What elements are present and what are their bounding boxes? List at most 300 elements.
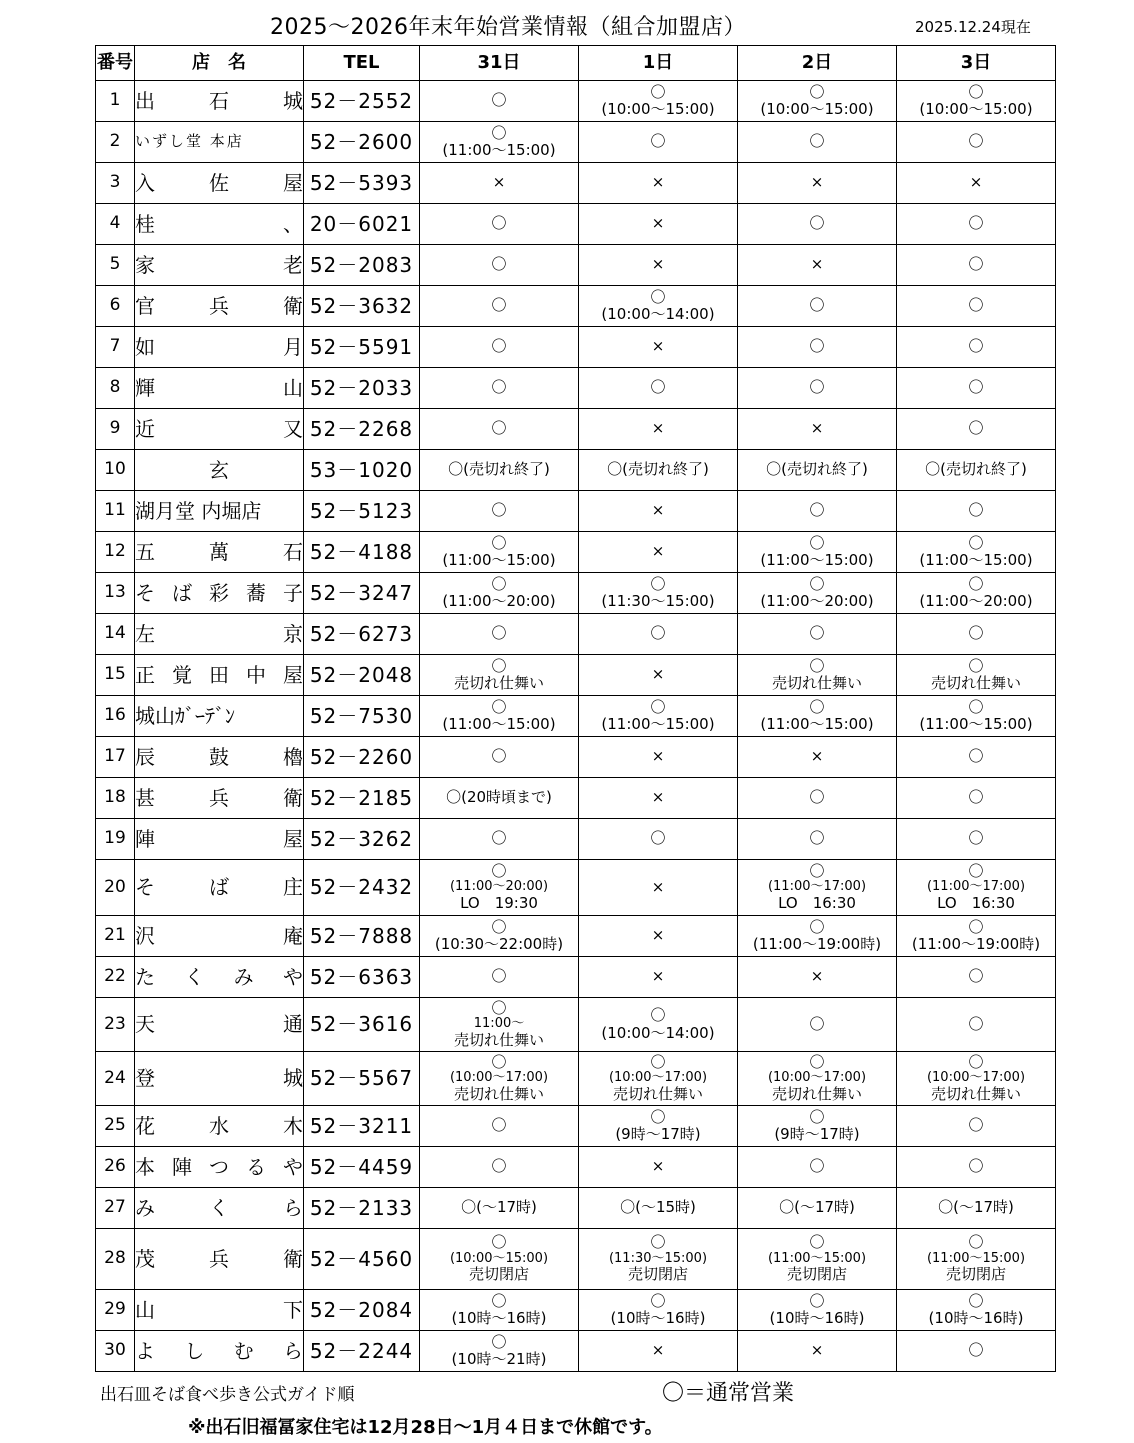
status-detail: (11:00～20:00) [919, 592, 1033, 610]
status-mark: × [492, 173, 506, 192]
status-mark: 〇 [809, 1052, 825, 1071]
status-detail: (10:00～15:00) [919, 100, 1033, 118]
status-day-3 [897, 1331, 1056, 1372]
phone-number: 52－5123 [304, 491, 420, 532]
shop-name-part: 鼓 [209, 744, 229, 769]
status-day-31 [420, 122, 579, 163]
header-day-31: 31日 [420, 46, 579, 81]
status-mark: × [810, 1341, 824, 1360]
status-day-31 [420, 778, 579, 819]
status-mark: 〇 [968, 337, 984, 356]
status-detail: (10:00～14:00) [601, 305, 715, 323]
status-mark: × [651, 542, 665, 561]
shop-name-part: 兵 [209, 785, 229, 810]
status-detail: (11:00～15:00) [767, 1250, 867, 1266]
shop-name [135, 1106, 304, 1147]
shop-name [135, 81, 304, 122]
status-mark: 〇 [809, 861, 825, 880]
status-detail: 売切閉店 [468, 1265, 529, 1284]
legend: 〇＝通常営業 [662, 1381, 795, 1406]
table-row [96, 614, 1056, 655]
status-mark: 〇 [809, 917, 825, 936]
phone-number: 52－3262 [304, 819, 420, 860]
status-mark: 〇 [809, 697, 825, 716]
shop-name-part: 陣 [172, 1154, 192, 1179]
status-day-2 [738, 737, 897, 778]
shop-name-part: ら [283, 1195, 303, 1220]
phone-number: 52－2084 [304, 1290, 420, 1331]
shop-name-part: 田 [209, 662, 229, 687]
phone-number: 52－2260 [304, 737, 420, 778]
shop-name-part: 石 [209, 88, 229, 113]
status-day-1 [579, 1052, 738, 1106]
status-mark: 〇 [968, 656, 984, 675]
status-day-3 [897, 573, 1056, 614]
shop-name-part: 兵 [209, 293, 229, 318]
status-detail: (11:00～15:00) [760, 551, 874, 569]
table-row [96, 1290, 1056, 1331]
shop-name-part: 屋 [283, 170, 303, 195]
shop-name-part: 覚 [172, 662, 192, 687]
status-detail: 売切れ仕舞い [930, 674, 1021, 692]
shop-name-part: 屋 [283, 826, 303, 851]
row-number: 2 [96, 122, 135, 163]
status-mark: 〇 [968, 967, 984, 986]
row-number: 22 [96, 957, 135, 998]
status-detail: (11:00～15:00) [919, 715, 1033, 733]
status-mark: 〇 [491, 91, 507, 110]
status-detail: (10:00～17:00) [608, 1070, 708, 1086]
status-day-3 [897, 532, 1056, 573]
status-detail: (10時～16時) [610, 1309, 706, 1327]
shop-name [135, 916, 304, 957]
status-mark: 〇 [491, 255, 507, 274]
row-number: 5 [96, 245, 135, 286]
status-mark: 〇 [650, 574, 666, 593]
status-day-31 [420, 327, 579, 368]
table-row [96, 81, 1056, 122]
status-day-2 [738, 1188, 897, 1229]
shop-name-part: つ [209, 1154, 229, 1179]
shop-name-part: 下 [283, 1297, 303, 1322]
shop-name [135, 532, 304, 573]
status-mark: 〇 [650, 1107, 666, 1126]
status-detail: (10:00～17:00) [926, 1070, 1026, 1086]
status-mark: 〇 [968, 378, 984, 397]
status-day-2 [738, 819, 897, 860]
status-day-1 [579, 532, 738, 573]
status-mark: 〇 [491, 296, 507, 315]
shop-name [135, 614, 304, 655]
shop-name-part: 水 [209, 1113, 229, 1138]
status-mark: × [651, 501, 665, 520]
shop-name-part: 花 [135, 1113, 155, 1138]
status-day-3 [897, 368, 1056, 409]
row-number: 24 [96, 1052, 135, 1106]
row-number: 21 [96, 916, 135, 957]
shop-name [135, 957, 304, 998]
status-mark: 〇 [968, 132, 984, 151]
status-detail: (9時～17時) [774, 1125, 860, 1143]
status-mark: 〇 [491, 1116, 507, 1135]
row-number: 9 [96, 409, 135, 450]
row-number: 28 [96, 1229, 135, 1290]
status-mark: 〇 [968, 917, 984, 936]
status-day-2 [738, 1106, 897, 1147]
status-day-1 [579, 368, 738, 409]
status-mark: × [810, 419, 824, 438]
status-mark: 〇 [650, 132, 666, 151]
table-row [96, 286, 1056, 327]
shop-name [135, 860, 304, 916]
status-mark: 〇 [968, 624, 984, 643]
row-number: 1 [96, 81, 135, 122]
status-day-2 [738, 491, 897, 532]
shop-name-part: 登 [135, 1066, 155, 1090]
status-mark: 〇 [809, 1157, 825, 1176]
status-mark: × [651, 926, 665, 945]
status-detail: (10:00～15:00) [601, 100, 715, 118]
status-day-31 [420, 163, 579, 204]
status-mark: 〇 [650, 829, 666, 848]
shop-name-part: み [233, 964, 254, 989]
status-mark: 〇 [491, 1157, 507, 1176]
phone-number: 20－6021 [304, 204, 420, 245]
shop-name [135, 696, 304, 737]
status-detail: (11:00～15:00) [442, 551, 556, 569]
phone-number: 52－4459 [304, 1147, 420, 1188]
row-number: 4 [96, 204, 135, 245]
status-detail: (10時～16時) [451, 1309, 547, 1327]
status-detail: (10:00～17:00) [767, 1070, 867, 1086]
row-number: 8 [96, 368, 135, 409]
status-day-2 [738, 450, 897, 491]
shop-name-part: 月 [283, 334, 303, 359]
table-row [96, 860, 1056, 916]
status-mark: 〇(～17時) [461, 1198, 537, 1217]
status-day-3 [897, 1147, 1056, 1188]
status-day-1 [579, 998, 738, 1052]
status-day-1 [579, 819, 738, 860]
phone-number: 52－7530 [304, 696, 420, 737]
shop-name [135, 491, 304, 532]
row-number: 15 [96, 655, 135, 696]
status-mark: 〇 [491, 1052, 507, 1071]
shop-name-part: 木 [283, 1113, 303, 1138]
phone-number: 52－3616 [304, 998, 420, 1052]
shop-name-part: 城 [283, 1066, 303, 1090]
shop-name-part: 湖月堂 内堀店 [135, 498, 262, 523]
status-mark: 〇 [491, 1332, 507, 1351]
status-mark: 〇 [809, 624, 825, 643]
status-day-2 [738, 696, 897, 737]
status-detail: (10:30～22:00時) [434, 935, 564, 953]
shop-name [135, 409, 304, 450]
header-day-3: 3日 [897, 46, 1056, 81]
status-detail: 売切れ仕舞い [453, 674, 544, 692]
phone-number: 52－2600 [304, 122, 420, 163]
shop-name-part: 庵 [283, 923, 303, 948]
status-day-2 [738, 81, 897, 122]
status-mark: × [651, 747, 665, 766]
status-mark: 〇 [650, 287, 666, 306]
shop-name [135, 1188, 304, 1229]
status-detail: (10:00～15:00) [449, 1250, 549, 1266]
status-mark: 〇 [968, 1116, 984, 1135]
shop-name [135, 998, 304, 1052]
status-day-2 [738, 245, 897, 286]
status-mark: 〇 [809, 296, 825, 315]
status-mark: 〇 [968, 1052, 984, 1071]
as-of-date: 2025.12.24現在 [915, 18, 1031, 36]
status-day-2 [738, 122, 897, 163]
status-mark: 〇 [650, 378, 666, 397]
table-row [96, 655, 1056, 696]
status-day-31 [420, 1290, 579, 1331]
shop-name-part: 石 [283, 539, 303, 564]
status-day-1 [579, 916, 738, 957]
status-day-1 [579, 491, 738, 532]
status-mark: 〇 [968, 1014, 984, 1033]
status-detail: (11:00～20:00) [760, 592, 874, 610]
status-day-3 [897, 655, 1056, 696]
shop-name-part: 蕎 [246, 580, 266, 605]
status-mark: 〇 [968, 829, 984, 848]
shop-name-part: ら [282, 1338, 303, 1363]
shop-name-part: 中 [246, 662, 266, 687]
status-day-31 [420, 1147, 579, 1188]
status-detail: LO 16:30 [778, 893, 856, 912]
table-row [96, 957, 1056, 998]
header-row [96, 46, 1056, 81]
table-row [96, 819, 1056, 860]
shop-name-part: 五 [135, 539, 155, 564]
status-mark: 〇 [491, 378, 507, 397]
shop-name [135, 245, 304, 286]
status-mark: 〇(20時頃まで) [446, 788, 552, 807]
status-mark: 〇 [491, 337, 507, 356]
status-mark: 〇 [968, 861, 984, 880]
header-tel: TEL [304, 46, 420, 81]
row-number: 19 [96, 819, 135, 860]
status-mark: 〇 [809, 501, 825, 520]
status-day-2 [738, 1331, 897, 1372]
status-mark: 〇(売切れ終了) [766, 460, 868, 479]
shop-name-part: く [184, 964, 205, 989]
status-day-3 [897, 957, 1056, 998]
status-day-31 [420, 204, 579, 245]
table-row [96, 204, 1056, 245]
shop-name-part: 衛 [283, 785, 303, 810]
table-row [96, 1188, 1056, 1229]
status-detail: (11:00～15:00) [919, 551, 1033, 569]
phone-number: 52－2185 [304, 778, 420, 819]
phone-number: 52－3211 [304, 1106, 420, 1147]
shop-name-part: 彩 [209, 580, 229, 605]
phone-number: 52－6363 [304, 957, 420, 998]
status-mark: 〇(売切れ終了) [925, 460, 1027, 479]
status-day-3 [897, 998, 1056, 1052]
phone-number: 52－2083 [304, 245, 420, 286]
status-detail: (11:00～17:00) [926, 879, 1026, 895]
status-detail: (11:30～15:00) [601, 592, 715, 610]
status-day-31 [420, 696, 579, 737]
status-mark: 〇(売切れ終了) [448, 460, 550, 479]
shop-name-part: 官 [135, 293, 155, 318]
status-mark: 〇 [809, 1014, 825, 1033]
status-mark: 〇 [968, 1157, 984, 1176]
shop-name-part: そ [135, 875, 155, 899]
table-row [96, 1331, 1056, 1372]
shop-name-part: 櫓 [283, 744, 303, 769]
status-day-2 [738, 286, 897, 327]
status-mark: × [651, 967, 665, 986]
status-day-2 [738, 1290, 897, 1331]
status-mark: 〇 [491, 574, 507, 593]
shop-name [135, 778, 304, 819]
status-day-2 [738, 778, 897, 819]
status-detail: 売切れ仕舞い [771, 1084, 862, 1103]
shop-name-part: 左 [135, 621, 155, 646]
status-day-2 [738, 368, 897, 409]
shop-name-part: 如 [135, 334, 155, 359]
shop-name-part: 城山ｶﾞｰﾃﾞﾝ [135, 703, 235, 728]
phone-number: 52－2432 [304, 860, 420, 916]
status-day-3 [897, 1106, 1056, 1147]
status-detail: 売切れ仕舞い [453, 1084, 544, 1103]
status-mark: × [651, 665, 665, 684]
shop-name-part: 庄 [283, 875, 303, 899]
status-day-1 [579, 573, 738, 614]
status-detail: 売切閉店 [945, 1265, 1006, 1284]
status-day-31 [420, 450, 579, 491]
status-day-31 [420, 1106, 579, 1147]
status-day-3 [897, 81, 1056, 122]
shop-name [135, 368, 304, 409]
status-mark: 〇 [650, 1291, 666, 1310]
status-day-31 [420, 860, 579, 916]
shop-name-part: 京 [283, 621, 303, 646]
shop-name [135, 737, 304, 778]
status-day-1 [579, 1331, 738, 1372]
status-detail: (11:00～15:00) [760, 715, 874, 733]
status-mark: 〇 [968, 788, 984, 807]
status-mark: 〇 [968, 1233, 984, 1252]
row-number: 20 [96, 860, 135, 916]
status-mark: 〇 [650, 624, 666, 643]
status-detail: 売切れ仕舞い [930, 1084, 1021, 1103]
status-day-2 [738, 163, 897, 204]
shop-name-part: ば [172, 580, 192, 605]
shop-name [135, 1290, 304, 1331]
shop-name-part: る [246, 1154, 266, 1179]
status-mark: 〇(～17時) [779, 1198, 855, 1217]
business-hours-table [95, 45, 1056, 1372]
status-day-3 [897, 1052, 1056, 1106]
status-detail: (10時～16時) [769, 1309, 865, 1327]
status-day-1 [579, 1188, 738, 1229]
shop-name-part: 家 [135, 252, 155, 277]
status-mark: 〇 [491, 533, 507, 552]
status-mark: 〇 [491, 1291, 507, 1310]
phone-number: 52－3247 [304, 573, 420, 614]
status-detail: (11:00～19:00時) [752, 935, 882, 953]
status-day-1 [579, 409, 738, 450]
status-detail: (11:00～19:00時) [911, 935, 1041, 953]
status-mark: 〇 [491, 123, 507, 142]
row-number: 17 [96, 737, 135, 778]
table-row [96, 1229, 1056, 1290]
status-detail: (11:00～17:00) [767, 879, 867, 895]
status-mark: 〇 [809, 574, 825, 593]
status-mark: 〇 [968, 697, 984, 716]
shop-name [135, 573, 304, 614]
status-mark: × [651, 214, 665, 233]
status-day-3 [897, 696, 1056, 737]
status-day-1 [579, 778, 738, 819]
status-detail: (11:00～15:00) [601, 715, 715, 733]
phone-number: 52－4188 [304, 532, 420, 573]
shop-name [135, 655, 304, 696]
shop-name-part: 兵 [209, 1246, 229, 1271]
table-row [96, 737, 1056, 778]
status-day-31 [420, 81, 579, 122]
shop-name [135, 327, 304, 368]
status-day-3 [897, 245, 1056, 286]
status-detail: (10:00～15:00) [760, 100, 874, 118]
status-day-31 [420, 819, 579, 860]
shop-name-part: いずし堂 本店 [135, 132, 244, 151]
status-mark: × [810, 747, 824, 766]
guide-order-note: 出石皿そば食べ歩き公式ガイド順 [100, 1385, 355, 1405]
shop-name-part: 桂 [135, 211, 155, 236]
status-day-31 [420, 1188, 579, 1229]
shop-name-part: 通 [283, 1012, 303, 1036]
status-day-1 [579, 1290, 738, 1331]
status-day-3 [897, 860, 1056, 916]
status-mark: 〇 [968, 501, 984, 520]
shop-name-part: 沢 [135, 923, 155, 948]
status-day-3 [897, 819, 1056, 860]
shop-name [135, 450, 304, 491]
status-day-2 [738, 1052, 897, 1106]
table-row [96, 409, 1056, 450]
status-day-2 [738, 532, 897, 573]
status-mark: 〇 [491, 747, 507, 766]
status-day-31 [420, 916, 579, 957]
status-day-2 [738, 655, 897, 696]
status-mark: 〇 [809, 378, 825, 397]
status-mark: 〇 [491, 967, 507, 986]
status-mark: 〇 [491, 697, 507, 716]
status-mark: 〇(～15時) [620, 1198, 696, 1217]
shop-name-part: 衛 [283, 293, 303, 318]
status-day-2 [738, 957, 897, 998]
row-number: 12 [96, 532, 135, 573]
status-detail: 売切閉店 [627, 1265, 688, 1284]
status-day-1 [579, 696, 738, 737]
status-day-1 [579, 450, 738, 491]
status-day-1 [579, 1106, 738, 1147]
table-row [96, 998, 1056, 1052]
status-mark: 〇 [650, 697, 666, 716]
status-mark: 〇 [491, 419, 507, 438]
status-day-1 [579, 122, 738, 163]
status-day-1 [579, 81, 738, 122]
status-mark: 〇 [809, 829, 825, 848]
status-day-3 [897, 1188, 1056, 1229]
page-title: 2025～2026年末年始営業情報（組合加盟店） [270, 15, 746, 40]
